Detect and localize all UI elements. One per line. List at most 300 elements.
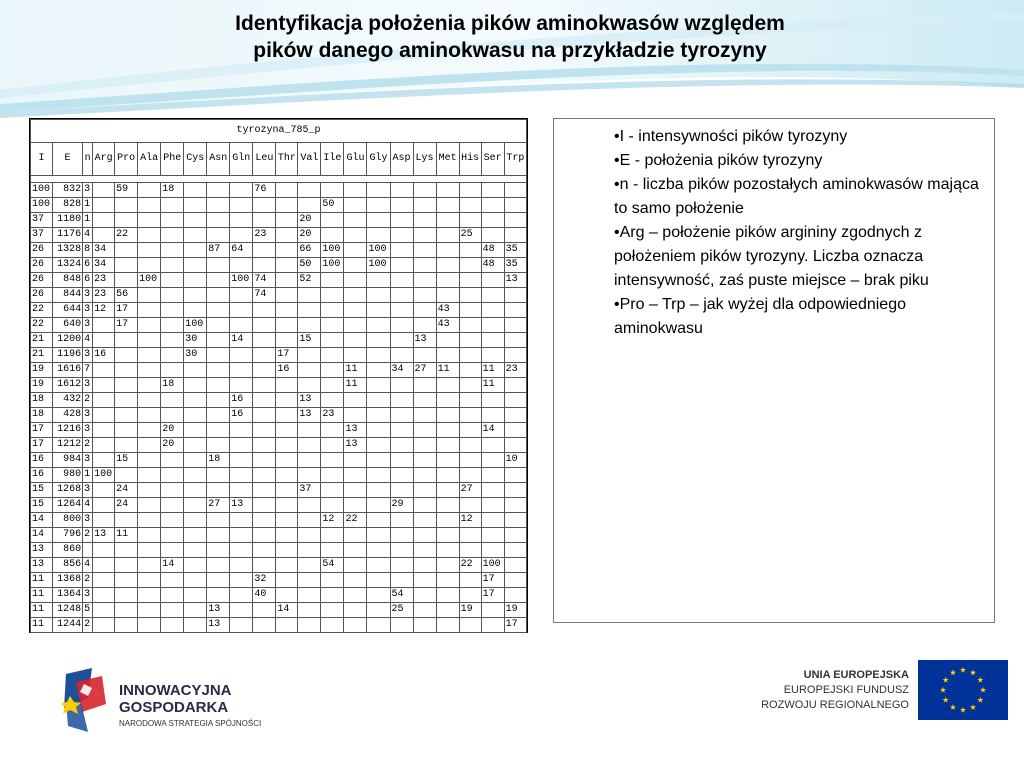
table-cell (321, 573, 344, 588)
table-cell (367, 483, 390, 498)
table-cell: 1324 (53, 258, 83, 273)
table-cell: 796 (53, 528, 83, 543)
table-cell: 52 (298, 273, 321, 288)
column-header: I (31, 143, 53, 176)
table-cell: 100 (31, 198, 53, 213)
table-cell (184, 438, 207, 453)
innowacyjna-gospodarka-logo (62, 668, 302, 734)
table-cell (390, 378, 413, 393)
table-cell: 19 (31, 378, 53, 393)
table-cell (481, 198, 504, 213)
table-cell (276, 378, 298, 393)
table-cell (367, 198, 390, 213)
table-cell (481, 468, 504, 483)
table-cell (276, 303, 298, 318)
table-cell (459, 588, 481, 603)
table-cell: 4 (83, 333, 93, 348)
table-cell: 1248 (53, 603, 83, 618)
table-cell (390, 438, 413, 453)
table-cell: 34 (93, 243, 115, 258)
table-cell (93, 393, 115, 408)
table-cell (230, 183, 253, 198)
table-cell (459, 243, 481, 258)
table-cell (344, 318, 367, 333)
column-header: Met (436, 143, 459, 176)
table-cell (481, 183, 504, 198)
table-cell (459, 423, 481, 438)
table-cell (344, 228, 367, 243)
table-row (31, 528, 527, 543)
table-cell (138, 513, 161, 528)
table-cell (230, 363, 253, 378)
table-cell (436, 183, 459, 198)
table-cell (321, 543, 344, 558)
table-cell (230, 483, 253, 498)
table-cell (276, 558, 298, 573)
table-cell: 1 (83, 198, 93, 213)
table-cell: 3 (83, 588, 93, 603)
legend-item: •Arg – położenie pików argininy zgodnych z położeniem pików tyrozyny. Liczba oznacza intensywność, zaś puste miejsce – brak piku (614, 224, 929, 289)
table-cell: 17 (481, 573, 504, 588)
table-cell (230, 258, 253, 273)
column-header: Phe (161, 143, 184, 176)
table-cell (321, 303, 344, 318)
table-cell (413, 423, 436, 438)
table-cell: 11 (115, 528, 138, 543)
title-line-2: pików danego aminokwasu na przykładzie tyrozyny (253, 39, 767, 62)
table-cell (459, 273, 481, 288)
table-cell (138, 408, 161, 423)
table-cell: 856 (53, 558, 83, 573)
table-cell: 13 (207, 603, 230, 618)
table-cell: 64 (230, 243, 253, 258)
table-cell (207, 273, 230, 288)
table-cell (413, 453, 436, 468)
table-cell (93, 423, 115, 438)
table-cell (93, 603, 115, 618)
table-cell (276, 318, 298, 333)
table-cell (436, 483, 459, 498)
table-cell (390, 303, 413, 318)
table-cell (390, 558, 413, 573)
table-cell (481, 513, 504, 528)
table-cell (184, 423, 207, 438)
table-cell (138, 483, 161, 498)
table-cell (161, 468, 184, 483)
table-cell (367, 348, 390, 363)
table-cell (115, 438, 138, 453)
table-cell (367, 573, 390, 588)
table-cell (138, 228, 161, 243)
table-cell: 13 (31, 558, 53, 573)
table-cell: 3 (83, 453, 93, 468)
table-cell (276, 438, 298, 453)
table-cell (459, 453, 481, 468)
table-cell (253, 378, 276, 393)
table-cell (253, 303, 276, 318)
table-cell (115, 258, 138, 273)
table-cell (504, 198, 526, 213)
table-cell (93, 498, 115, 513)
legend-item: •E - położenia pików tyrozyny (614, 152, 823, 169)
table-cell (184, 273, 207, 288)
table-cell (481, 303, 504, 318)
table-cell: 16 (31, 468, 53, 483)
table-cell: 1 (83, 468, 93, 483)
table-row (31, 183, 527, 198)
table-cell (344, 213, 367, 228)
table-cell (184, 483, 207, 498)
table-cell: 100 (184, 318, 207, 333)
table-cell (253, 333, 276, 348)
table-cell (481, 453, 504, 468)
table-cell (138, 453, 161, 468)
table-cell (207, 318, 230, 333)
table-cell (390, 348, 413, 363)
table-cell (390, 183, 413, 198)
table-cell (184, 288, 207, 303)
table-row (31, 378, 527, 393)
table-cell (298, 528, 321, 543)
table-cell (115, 543, 138, 558)
table-cell (138, 258, 161, 273)
table-cell: 18 (207, 453, 230, 468)
table-cell (436, 213, 459, 228)
table-cell (93, 363, 115, 378)
table-cell (138, 543, 161, 558)
table-cell (253, 618, 276, 633)
table-cell (367, 603, 390, 618)
table-cell (367, 363, 390, 378)
table-cell: 13 (344, 438, 367, 453)
table-cell (93, 573, 115, 588)
table-cell: 12 (321, 513, 344, 528)
table-cell (504, 588, 526, 603)
table-cell (390, 213, 413, 228)
table-cell: 26 (31, 288, 53, 303)
table-cell (459, 363, 481, 378)
table-cell: 980 (53, 468, 83, 483)
eu-line-1: UNIA EUROPEJSKA (803, 669, 909, 681)
ig-emblem-icon (62, 668, 114, 734)
table-cell: 23 (253, 228, 276, 243)
table-cell (436, 498, 459, 513)
table-cell: 35 (504, 258, 526, 273)
table-cell (367, 618, 390, 633)
table-cell (184, 573, 207, 588)
table-cell (436, 618, 459, 633)
ig-subtitle: NARODOWA STRATEGIA SPÓJNOŚCI (119, 719, 262, 728)
table-cell: 7 (83, 363, 93, 378)
table-cell (161, 198, 184, 213)
table-cell (161, 408, 184, 423)
table-cell: 48 (481, 258, 504, 273)
table-cell (184, 468, 207, 483)
table-cell: 22 (344, 513, 367, 528)
table-row (31, 348, 527, 363)
table-cell: 832 (53, 183, 83, 198)
table-cell: 4 (83, 558, 93, 573)
table-cell (161, 453, 184, 468)
table-cell (253, 453, 276, 468)
table-cell (390, 243, 413, 258)
table-cell (504, 183, 526, 198)
table-cell (459, 408, 481, 423)
table-cell: 14 (481, 423, 504, 438)
table-cell (344, 258, 367, 273)
table-cell (161, 618, 184, 633)
table-cell: 14 (276, 603, 298, 618)
table-cell (367, 303, 390, 318)
table-cell (504, 573, 526, 588)
table-cell (436, 273, 459, 288)
table-cell (504, 438, 526, 453)
table-cell: 4 (83, 498, 93, 513)
table-cell (413, 498, 436, 513)
table-cell (276, 228, 298, 243)
table-cell (184, 543, 207, 558)
table-cell (230, 438, 253, 453)
table-cell: 87 (207, 243, 230, 258)
table-cell (504, 348, 526, 363)
table-cell: 74 (253, 288, 276, 303)
table-cell (161, 288, 184, 303)
table-cell (344, 393, 367, 408)
table-cell: 16 (230, 393, 253, 408)
table-cell (367, 498, 390, 513)
table-cell: 2 (83, 438, 93, 453)
table-cell (344, 288, 367, 303)
table-cell: 100 (138, 273, 161, 288)
table-cell: 860 (53, 543, 83, 558)
table-cell: 20 (161, 423, 184, 438)
table-cell (436, 393, 459, 408)
table-cell (321, 603, 344, 618)
table-cell: 828 (53, 198, 83, 213)
table-cell (230, 348, 253, 363)
table-cell (459, 303, 481, 318)
table-cell (459, 438, 481, 453)
table-cell (413, 198, 436, 213)
table-cell (184, 513, 207, 528)
table-cell (459, 498, 481, 513)
table-cell (298, 318, 321, 333)
table-cell: 6 (83, 273, 93, 288)
table-cell: 11 (31, 573, 53, 588)
table-cell (115, 348, 138, 363)
table-cell: 54 (390, 588, 413, 603)
table-row (31, 303, 527, 318)
title-line-1: Identyfikacja położenia pików aminokwasów względem (235, 12, 785, 35)
column-header: E (53, 143, 83, 176)
table-cell (413, 618, 436, 633)
table-cell (321, 288, 344, 303)
table-cell: 13 (93, 528, 115, 543)
table-cell (481, 603, 504, 618)
table-cell: 43 (436, 303, 459, 318)
table-cell (459, 528, 481, 543)
table-row (31, 483, 527, 498)
table-cell (115, 618, 138, 633)
table-cell: 100 (481, 558, 504, 573)
table-cell: 2 (83, 528, 93, 543)
table-cell (138, 438, 161, 453)
table-cell: 17 (31, 438, 53, 453)
table-cell (390, 198, 413, 213)
legend-item: •I - intensywności pików tyrozyny (614, 128, 848, 145)
table-row (31, 498, 527, 513)
table-cell: 13 (413, 333, 436, 348)
table-row (31, 558, 527, 573)
table-cell: 13 (344, 423, 367, 438)
table-cell (459, 258, 481, 273)
table-cell (481, 393, 504, 408)
ig-title-line-2: GOSPODARKA (119, 699, 229, 716)
table-cell (184, 408, 207, 423)
table-cell: 8 (83, 243, 93, 258)
table-cell: 1612 (53, 378, 83, 393)
table-cell (184, 588, 207, 603)
table-cell (138, 288, 161, 303)
table-cell (207, 288, 230, 303)
column-header: Arg (93, 143, 115, 176)
table-cell (413, 228, 436, 243)
table-cell (138, 498, 161, 513)
table-cell: 432 (53, 393, 83, 408)
table-cell (138, 393, 161, 408)
table-cell: 11 (436, 363, 459, 378)
table-cell: 16 (93, 348, 115, 363)
table-cell (93, 513, 115, 528)
table-cell (481, 318, 504, 333)
table-cell (276, 588, 298, 603)
table-cell (93, 378, 115, 393)
table-cell (481, 408, 504, 423)
table-cell (207, 393, 230, 408)
table-cell (184, 498, 207, 513)
table-cell (115, 198, 138, 213)
table-cell (390, 273, 413, 288)
table-cell (207, 213, 230, 228)
table-cell: 23 (504, 363, 526, 378)
table-cell: 17 (31, 423, 53, 438)
table-row (31, 423, 527, 438)
table-cell (459, 468, 481, 483)
table-cell: 29 (390, 498, 413, 513)
table-row (31, 408, 527, 423)
table-cell (207, 513, 230, 528)
table-cell (184, 453, 207, 468)
table-cell (459, 348, 481, 363)
table-cell (481, 228, 504, 243)
table-cell (321, 423, 344, 438)
table-cell (459, 393, 481, 408)
table-cell (390, 318, 413, 333)
table-cell: 844 (53, 288, 83, 303)
table-cell (413, 528, 436, 543)
table-cell (93, 558, 115, 573)
table-cell (253, 603, 276, 618)
table-cell (115, 603, 138, 618)
table-cell (230, 423, 253, 438)
table-cell (230, 468, 253, 483)
table-cell (207, 528, 230, 543)
table-cell (367, 588, 390, 603)
table-cell (413, 513, 436, 528)
table-cell (504, 528, 526, 543)
table-cell (459, 288, 481, 303)
table-cell: 2 (83, 618, 93, 633)
table-cell (367, 438, 390, 453)
table-cell (207, 183, 230, 198)
table-cell (367, 213, 390, 228)
table-cell: 17 (115, 303, 138, 318)
slide-title (120, 10, 900, 64)
table-cell (115, 423, 138, 438)
table-cell (367, 543, 390, 558)
table-row (31, 273, 527, 288)
table-cell (436, 258, 459, 273)
table-cell (161, 498, 184, 513)
table-cell (276, 333, 298, 348)
table-cell: 800 (53, 513, 83, 528)
table-cell: 56 (115, 288, 138, 303)
table-cell: 100 (230, 273, 253, 288)
table-cell (138, 603, 161, 618)
table-cell: 100 (321, 243, 344, 258)
table-cell: 3 (83, 483, 93, 498)
table-cell (207, 303, 230, 318)
column-header: Ile (321, 143, 344, 176)
table-cell (161, 273, 184, 288)
table-cell (413, 483, 436, 498)
table-cell: 848 (53, 273, 83, 288)
table-cell: 14 (161, 558, 184, 573)
table-cell (298, 423, 321, 438)
table-cell: 100 (367, 258, 390, 273)
table-cell (321, 333, 344, 348)
table-cell: 59 (115, 183, 138, 198)
table-cell (436, 528, 459, 543)
eu-flag-icon (918, 660, 1008, 720)
table-cell (276, 198, 298, 213)
table-cell (298, 453, 321, 468)
table-cell: 23 (93, 288, 115, 303)
table-cell: 11 (344, 363, 367, 378)
table-cell: 14 (230, 333, 253, 348)
table-cell (413, 258, 436, 273)
table-cell (481, 348, 504, 363)
table-cell (253, 498, 276, 513)
table-cell (504, 213, 526, 228)
column-header: Trp (504, 143, 526, 176)
table-cell (504, 558, 526, 573)
table-cell (253, 363, 276, 378)
table-cell: 15 (115, 453, 138, 468)
table-cell (321, 183, 344, 198)
table-cell (436, 288, 459, 303)
table-cell (115, 363, 138, 378)
table-cell: 3 (83, 288, 93, 303)
table-cell (184, 363, 207, 378)
table-cell: 1212 (53, 438, 83, 453)
table-cell (184, 603, 207, 618)
table-cell (436, 573, 459, 588)
peak-data-table (30, 119, 527, 633)
table-cell: 11 (31, 618, 53, 633)
table-cell (93, 408, 115, 423)
table-cell: 22 (31, 318, 53, 333)
